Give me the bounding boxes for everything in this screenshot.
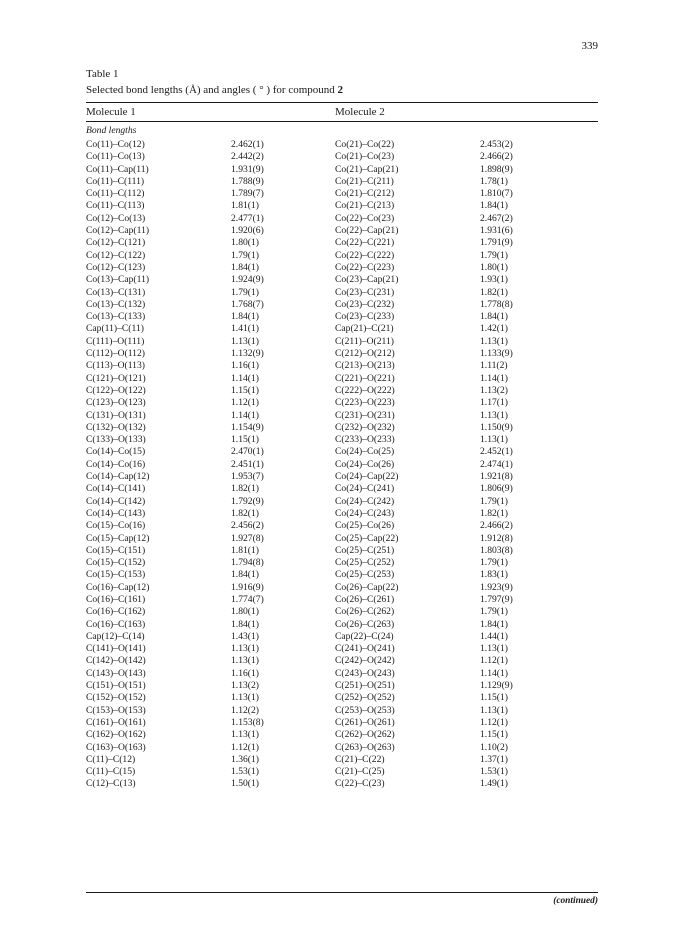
length-m2: 1.150(9) (480, 421, 513, 433)
length-m2: 1.12(1) (480, 716, 508, 728)
bond-m1: Co(11)–Co(12) (86, 139, 145, 150)
bond-m2: C(261)–O(261) (335, 716, 395, 728)
bond-m1: Co(11)–C(113) (86, 200, 145, 212)
length-m2: 1.17(1) (480, 397, 508, 409)
bond-m2: C(252)–O(252) (335, 692, 395, 704)
bond-m1: C(141)–O(141) (86, 643, 146, 655)
table-bottom-rule (86, 892, 598, 893)
length-m2: 2.467(2) (480, 212, 513, 224)
length-m1: 1.16(1) (231, 667, 259, 679)
length-m1: 1.132(9) (231, 348, 264, 360)
length-m1: 1.920(6) (231, 225, 264, 237)
length-m1: 1.80(1) (231, 606, 259, 618)
bond-m1: Co(12)–C(123) (86, 261, 146, 273)
bond-m2: Co(26)–C(263) (335, 618, 395, 630)
bond-m2: Co(24)–C(241) (335, 483, 395, 495)
bond-m2: Co(22)–C(221) (335, 237, 395, 249)
length-m1: 1.13(1) (231, 643, 259, 655)
length-m2: 1.37(1) (480, 753, 508, 765)
bond-m1: Co(13)–C(132) (86, 298, 146, 310)
length-m1: 1.43(1) (231, 630, 259, 642)
table-row (86, 459, 598, 471)
table-row (86, 483, 598, 495)
length-m1: 1.13(1) (231, 655, 259, 667)
table-row (86, 594, 598, 606)
length-m2: 1.806(9) (480, 483, 513, 495)
length-m1: 1.768(7) (231, 298, 264, 310)
length-m1: 1.154(9) (231, 421, 264, 433)
table-label: Table 1 (86, 68, 119, 80)
bond-m1: Co(16)–C(163) (86, 618, 146, 630)
bond-m1: Co(11)–C(112) (86, 188, 145, 200)
length-m1: 1.82(1) (231, 483, 259, 495)
bond-m2: Co(23)–Cap(21) (335, 274, 399, 286)
length-m2: 1.15(1) (480, 729, 508, 741)
length-m1: 1.15(1) (231, 384, 259, 396)
table-row (86, 606, 598, 618)
bond-m1: Co(15)–C(151) (86, 544, 146, 556)
bond-m2: Co(22)–Co(23) (335, 212, 395, 224)
bond-m2: Co(21)–C(212) (335, 188, 395, 200)
table-row (86, 287, 598, 299)
bond-m2: C(223)–O(223) (335, 397, 395, 409)
length-m2: 1.79(1) (480, 557, 508, 569)
bond-m2: C(263)–O(263) (335, 741, 395, 753)
table-row (86, 754, 598, 766)
table-row (86, 569, 598, 581)
length-m2: 2.474(1) (480, 458, 513, 470)
length-m2: 1.921(8) (480, 471, 513, 483)
column-header-molecule-2: Molecule 2 (335, 106, 385, 118)
length-m2: 1.42(1) (480, 323, 508, 335)
table-row (86, 385, 598, 397)
bond-m2: C(253)–O(253) (335, 704, 395, 716)
table-row (86, 151, 598, 163)
length-m1: 1.13(1) (231, 729, 259, 741)
length-m1: 1.788(9) (231, 175, 264, 187)
table-row (86, 705, 598, 717)
length-m2: 1.912(8) (480, 532, 513, 544)
bond-m1: C(11)–C(12) (86, 753, 136, 765)
bond-m1: Co(14)–C(141) (86, 483, 146, 495)
bond-m2: Co(21)–C(213) (335, 200, 395, 212)
length-m1: 1.13(2) (231, 680, 259, 692)
page-number: 339 (581, 40, 598, 52)
bond-m1: Co(14)–Cap(12) (86, 471, 150, 483)
table-row (86, 373, 598, 385)
table-row (86, 668, 598, 680)
length-m2: 1.79(1) (480, 606, 508, 618)
bond-m1: Co(13)–C(131) (86, 286, 146, 298)
length-m2: 1.53(1) (480, 766, 508, 778)
length-m2: 1.79(1) (480, 249, 508, 261)
bond-m2: Cap(21)–C(21) (335, 323, 394, 335)
table-row (86, 446, 598, 458)
bond-m2: Co(21)–C(211) (335, 175, 394, 187)
length-m2: 1.14(1) (480, 372, 508, 384)
length-m1: 1.153(8) (231, 716, 264, 728)
length-m2: 1.79(1) (480, 495, 508, 507)
bond-m1: C(111)–O(111) (86, 335, 145, 347)
bond-m2: C(221)–O(221) (335, 372, 395, 384)
table-row (86, 139, 598, 151)
bond-m1: C(121)–O(121) (86, 372, 146, 384)
bond-m2: Co(21)–Co(22) (335, 139, 395, 150)
bond-m1: Co(12)–Co(13) (86, 212, 146, 224)
length-m1: 2.462(1) (231, 139, 264, 150)
table-row (86, 434, 598, 446)
bond-m2: C(251)–O(251) (335, 680, 395, 692)
bond-m2: C(22)–C(23) (335, 778, 385, 790)
length-m2: 1.923(9) (480, 581, 513, 593)
length-m1: 1.794(8) (231, 557, 264, 569)
bond-m2: Co(25)–C(253) (335, 569, 395, 581)
length-m2: 1.13(1) (480, 409, 508, 421)
bond-m2: Cap(22)–C(24) (335, 630, 394, 642)
table-row (86, 397, 598, 409)
length-m2: 1.810(7) (480, 188, 513, 200)
table-caption (86, 84, 343, 96)
bond-m1: Co(14)–Co(16) (86, 458, 146, 470)
length-m1: 1.80(1) (231, 237, 259, 249)
bond-m2: Co(25)–C(252) (335, 557, 395, 569)
bond-m1: C(133)–O(133) (86, 434, 146, 446)
table-row (86, 213, 598, 225)
length-m2: 1.10(2) (480, 741, 508, 753)
bond-m2: C(21)–C(25) (335, 766, 385, 778)
bond-m2: C(21)–C(22) (335, 753, 385, 765)
bond-m2: C(213)–O(213) (335, 360, 395, 372)
table-row (86, 250, 598, 262)
compound-number: 2 (337, 84, 344, 96)
length-m2: 1.898(9) (480, 163, 513, 175)
bond-m1: Co(14)–C(142) (86, 495, 146, 507)
length-m2: 1.931(6) (480, 225, 513, 237)
table-row (86, 729, 598, 741)
length-m2: 1.13(1) (480, 704, 508, 716)
length-m2: 1.133(9) (480, 348, 513, 360)
length-m1: 1.916(9) (231, 581, 264, 593)
bond-m1: Co(12)–C(122) (86, 249, 146, 261)
table-caption-text: Selected bond lengths (Å) and angles ( ° ) for compound (86, 84, 338, 96)
length-m1: 1.16(1) (231, 360, 259, 372)
length-m2: 1.14(1) (480, 667, 508, 679)
bond-m2: Co(21)–Co(23) (335, 151, 395, 163)
length-m1: 1.12(1) (231, 741, 259, 753)
bond-m2: Co(24)–Co(25) (335, 446, 395, 458)
table-row (86, 778, 598, 790)
length-m2: 1.13(1) (480, 643, 508, 655)
table-row (86, 680, 598, 692)
bond-m1: Co(11)–C(111) (86, 175, 145, 187)
bond-m2: C(243)–O(243) (335, 667, 395, 679)
length-m2: 1.791(9) (480, 237, 513, 249)
length-m1: 1.931(9) (231, 163, 264, 175)
bond-m2: C(231)–O(231) (335, 409, 395, 421)
length-m1: 2.477(1) (231, 212, 264, 224)
table-row (86, 348, 598, 360)
bond-m1: C(152)–O(152) (86, 692, 146, 704)
length-m2: 1.84(1) (480, 618, 508, 630)
table-row (86, 717, 598, 729)
length-m1: 1.13(1) (231, 692, 259, 704)
bond-m1: Co(12)–Cap(11) (86, 225, 150, 237)
length-m1: 1.81(1) (231, 200, 259, 212)
table-row (86, 471, 598, 483)
bond-m2: C(211)–O(211) (335, 335, 394, 347)
table-row (86, 274, 598, 286)
bond-m1: Co(15)–Co(16) (86, 520, 146, 532)
length-m2: 2.466(2) (480, 151, 513, 163)
table-row (86, 237, 598, 249)
table-row (86, 766, 598, 778)
bond-m1: C(11)–C(15) (86, 766, 136, 778)
bond-m1: C(12)–C(13) (86, 778, 136, 790)
length-m1: 1.53(1) (231, 766, 259, 778)
table-row (86, 176, 598, 188)
bond-m2: Co(21)–Cap(21) (335, 163, 399, 175)
length-m1: 1.84(1) (231, 618, 259, 630)
bond-m1: C(162)–O(162) (86, 729, 146, 741)
length-m1: 1.774(7) (231, 593, 264, 605)
table-row (86, 336, 598, 348)
table-row (86, 533, 598, 545)
length-m1: 2.456(2) (231, 520, 264, 532)
bond-m1: C(163)–O(163) (86, 741, 146, 753)
bond-m2: Co(24)–C(243) (335, 507, 395, 519)
table-row (86, 692, 598, 704)
bond-m1: Co(14)–C(143) (86, 507, 146, 519)
bond-m1: Co(11)–Cap(11) (86, 163, 149, 175)
bond-m1: C(151)–O(151) (86, 680, 146, 692)
length-m2: 1.44(1) (480, 630, 508, 642)
length-m2: 1.778(8) (480, 298, 513, 310)
bond-m2: C(262)–O(262) (335, 729, 395, 741)
length-m1: 1.82(1) (231, 507, 259, 519)
table-row (86, 619, 598, 631)
bond-m2: Co(24)–Cap(22) (335, 471, 399, 483)
length-m2: 1.803(8) (480, 544, 513, 556)
table-row (86, 311, 598, 323)
table-row (86, 299, 598, 311)
bond-m1: C(143)–O(143) (86, 667, 146, 679)
continued-note: (continued) (553, 896, 598, 906)
bond-m2: C(233)–O(233) (335, 434, 395, 446)
bond-m1: Co(13)–Cap(11) (86, 274, 150, 286)
length-m1: 1.50(1) (231, 778, 259, 790)
table-row (86, 520, 598, 532)
length-m2: 1.49(1) (480, 778, 508, 790)
bond-m1: Co(12)–C(121) (86, 237, 146, 249)
column-header-molecule-1: Molecule 1 (86, 106, 136, 118)
bond-m2: Co(22)–Cap(21) (335, 225, 399, 237)
length-m2: 1.12(1) (480, 655, 508, 667)
length-m1: 1.14(1) (231, 372, 259, 384)
length-m2: 1.13(2) (480, 384, 508, 396)
bond-m2: Co(23)–C(233) (335, 311, 395, 323)
length-m1: 2.451(1) (231, 458, 264, 470)
table-header-rule (86, 121, 598, 122)
length-m1: 1.15(1) (231, 434, 259, 446)
length-m1: 1.81(1) (231, 544, 259, 556)
bond-m2: Co(23)–C(232) (335, 298, 395, 310)
length-m1: 1.789(7) (231, 188, 264, 200)
table-row (86, 582, 598, 594)
length-m2: 1.80(1) (480, 261, 508, 273)
length-m2: 1.797(9) (480, 593, 513, 605)
length-m1: 1.792(9) (231, 495, 264, 507)
bond-m2: C(242)–O(242) (335, 655, 395, 667)
length-m2: 1.13(1) (480, 335, 508, 347)
length-m2: 1.84(1) (480, 311, 508, 323)
table-row (86, 508, 598, 520)
length-m1: 1.84(1) (231, 261, 259, 273)
length-m2: 1.13(1) (480, 434, 508, 446)
table-row (86, 631, 598, 643)
length-m1: 1.953(7) (231, 471, 264, 483)
length-m2: 1.15(1) (480, 692, 508, 704)
table-row (86, 422, 598, 434)
length-m1: 1.79(1) (231, 249, 259, 261)
length-m2: 2.452(1) (480, 446, 513, 458)
length-m1: 1.12(2) (231, 704, 259, 716)
table-row (86, 655, 598, 667)
bond-m2: Co(26)–C(262) (335, 606, 395, 618)
table-row (86, 557, 598, 569)
bond-m1: C(113)–O(113) (86, 360, 145, 372)
table-row (86, 643, 598, 655)
length-m1: 2.442(2) (231, 151, 264, 163)
bond-m1: C(153)–O(153) (86, 704, 146, 716)
length-m2: 1.93(1) (480, 274, 508, 286)
length-m1: 1.84(1) (231, 569, 259, 581)
table-row (86, 742, 598, 754)
bond-m2: Co(24)–C(242) (335, 495, 395, 507)
length-m2: 2.466(2) (480, 520, 513, 532)
bond-m2: Co(26)–Cap(22) (335, 581, 399, 593)
bond-m1: C(142)–O(142) (86, 655, 146, 667)
bond-m1: C(131)–O(131) (86, 409, 146, 421)
bond-m2: Co(25)–Cap(22) (335, 532, 399, 544)
length-m2: 1.11(2) (480, 360, 508, 372)
bond-m1: Co(14)–Co(15) (86, 446, 146, 458)
table-row (86, 262, 598, 274)
bond-m1: Co(15)–C(152) (86, 557, 146, 569)
bond-m1: C(122)–O(122) (86, 384, 146, 396)
length-m1: 1.13(1) (231, 335, 259, 347)
bond-m2: C(212)–O(212) (335, 348, 395, 360)
length-m2: 1.78(1) (480, 175, 508, 187)
length-m1: 1.79(1) (231, 286, 259, 298)
length-m1: 1.36(1) (231, 753, 259, 765)
bond-m1: Co(13)–C(133) (86, 311, 146, 323)
table-top-rule (86, 102, 598, 103)
bond-m2: Co(23)–C(231) (335, 286, 395, 298)
length-m2: 1.83(1) (480, 569, 508, 581)
length-m1: 1.84(1) (231, 311, 259, 323)
bond-m2: Co(25)–Co(26) (335, 520, 395, 532)
bond-m2: Co(26)–C(261) (335, 593, 395, 605)
bond-m1: Co(15)–C(153) (86, 569, 146, 581)
section-heading-bond-lengths: Bond lengths (86, 125, 137, 136)
length-m1: 1.12(1) (231, 397, 259, 409)
table-row (86, 545, 598, 557)
length-m2: 1.82(1) (480, 286, 508, 298)
table-row (86, 323, 598, 335)
length-m2: 1.129(9) (480, 680, 513, 692)
bond-m2: C(232)–O(232) (335, 421, 395, 433)
bond-m1: C(123)–O(123) (86, 397, 146, 409)
bond-m1: Cap(12)–C(14) (86, 630, 145, 642)
length-m1: 1.927(8) (231, 532, 264, 544)
bond-m1: Cap(11)–C(11) (86, 323, 144, 335)
bond-lengths-table-body (86, 139, 598, 791)
length-m1: 2.470(1) (231, 446, 264, 458)
table-row (86, 188, 598, 200)
bond-m2: Co(24)–Co(26) (335, 458, 395, 470)
length-m1: 1.41(1) (231, 323, 259, 335)
bond-m1: Co(16)–C(161) (86, 593, 146, 605)
bond-m1: Co(16)–Cap(12) (86, 581, 150, 593)
bond-m1: Co(11)–Co(13) (86, 151, 145, 163)
table-row (86, 200, 598, 212)
table-row (86, 225, 598, 237)
bond-m2: Co(25)–C(251) (335, 544, 395, 556)
length-m1: 1.14(1) (231, 409, 259, 421)
table-row (86, 360, 598, 372)
length-m2: 2.453(2) (480, 139, 513, 150)
bond-m2: C(241)–O(241) (335, 643, 395, 655)
bond-m2: Co(22)–C(222) (335, 249, 395, 261)
bond-m1: Co(15)–Cap(12) (86, 532, 150, 544)
bond-m1: Co(16)–C(162) (86, 606, 146, 618)
length-m1: 1.924(9) (231, 274, 264, 286)
bond-m1: C(132)–O(132) (86, 421, 146, 433)
bond-m2: C(222)–O(222) (335, 384, 395, 396)
table-row (86, 410, 598, 422)
length-m2: 1.82(1) (480, 507, 508, 519)
bond-m1: C(161)–O(161) (86, 716, 146, 728)
bond-m2: Co(22)–C(223) (335, 261, 395, 273)
length-m2: 1.84(1) (480, 200, 508, 212)
table-row (86, 164, 598, 176)
bond-m1: C(112)–O(112) (86, 348, 145, 360)
table-row (86, 496, 598, 508)
